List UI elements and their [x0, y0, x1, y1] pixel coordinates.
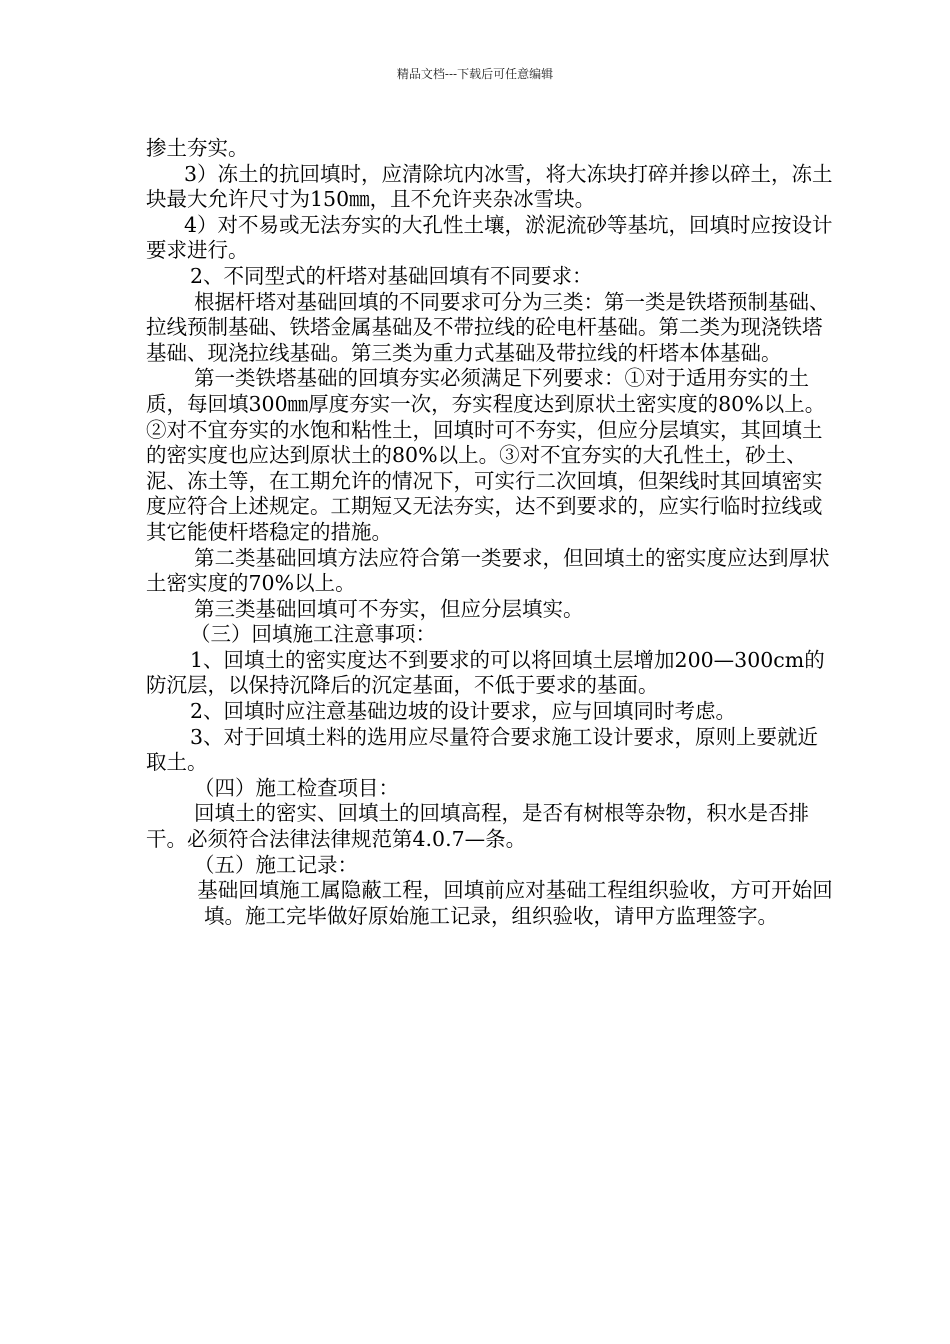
document-body — [146, 136, 836, 929]
paragraph-6: 第一类铁塔基础的回填夯实必须满足下列要求：①对于适用夯实的土质，每回填300㎜厚度夯实一次，夯实程度达到原状土密实度的80%以上。②对不宜夯实的水饱和粘性土，回填时可不夯实，但应分层填实，其回填土的密实度也应达到原状土的80%以上。③对不宜夯实的大孔性土，砂土、泥、冻土等，在工期允许的情况下，可实行二次回填，但架线时其回填密实度应符合上述规定。工期短又无法夯实，达不到要求的，应实行临时拉线或其它能使杆塔稳定的措施。 — [146, 366, 826, 544]
page-header: 精品文档---下载后可任意编辑 — [396, 67, 554, 81]
paragraph-13: （四）施工检查项目： — [194, 775, 399, 800]
paragraph-15: （五）施工记录： — [194, 852, 358, 877]
paragraph-7: 第二类基础回填方法应符合第一类要求，但回填土的密实度应达到厚状土密实度的70%以上。 — [146, 545, 830, 596]
paragraph-10: 1、回填土的密实度达不到要求的可以将回填土层增加200—300cm的防沉层，以保持沉降后的沉定基面，不低于要求的基面。 — [146, 647, 825, 698]
paragraph-14: 回填土的密实、回填土的回填高程，是否有树根等杂物，积水是否排干。必须符合法律法律规范第4.0.7—条。 — [146, 801, 809, 852]
paragraph-2: 3）冻土的抗回填时，应清除坑内冰雪，将大冻块打碎并掺以碎土，冻土块最大允许尺寸为150㎜，且不允许夹杂冰雪块。 — [146, 161, 833, 212]
paragraph-5: 根据杆塔对基础回填的不同要求可分为三类：第一类是铁塔预制基础、拉线预制基础、铁塔金属基础及不带拉线的砼电杆基础。第二类为现浇铁塔基础、现浇拉线基础。第三类为重力式基础及带拉线的杆塔本体基础。 — [146, 289, 830, 365]
paragraph-1: 掺土夯实。 — [146, 136, 249, 160]
paragraph-3: 4）对不易或无法夯实的大孔性土壤，淤泥流砂等基坑，回填时应按设计要求进行。 — [146, 212, 833, 263]
paragraph-16: 基础回填施工属隐蔽工程，回填前应对基础工程组织验收，方可开始回填。施工完毕做好原始施工记录，组织验收，请甲方监理签字。 — [197, 878, 833, 928]
paragraph-4: 2、不同型式的杆塔对基础回填有不同要求： — [190, 263, 593, 288]
paragraph-9: （三）回填施工注意事项： — [190, 622, 436, 647]
paragraph-11: 2、回填时应注意基础边坡的设计要求，应与回填同时考虑。 — [190, 699, 737, 724]
paragraph-12: 3、对于回填土料的选用应尽量符合要求施工设计要求，原则上要就近取土。 — [146, 724, 819, 775]
paragraph-8: 第三类基础回填可不夯实，但应分层填实。 — [194, 596, 584, 621]
